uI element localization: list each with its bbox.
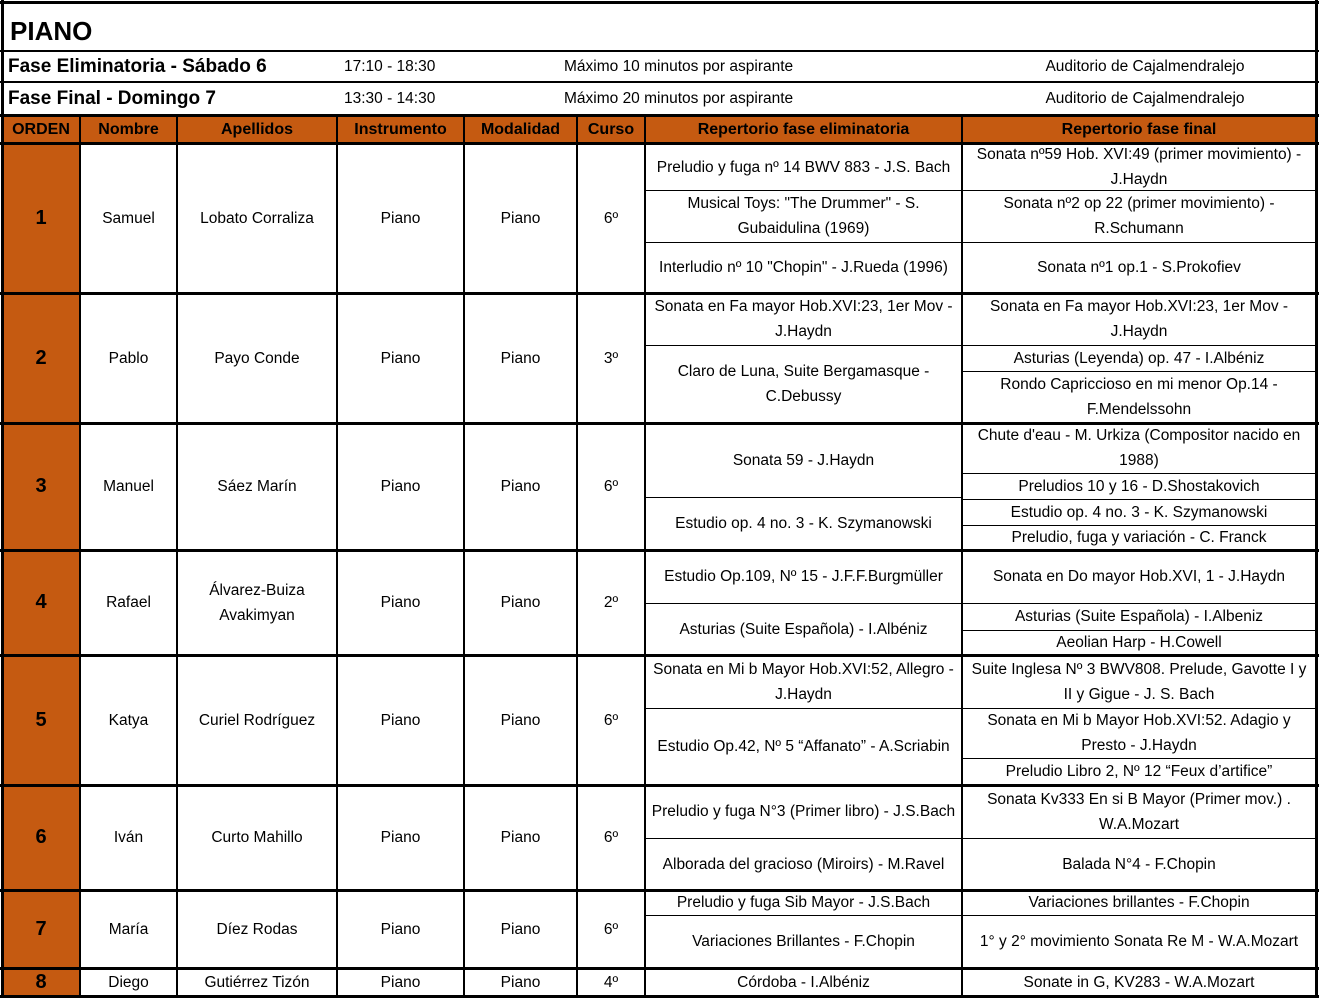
curso-cell: 3º — [603, 349, 619, 367]
orden-cell: 7 — [2, 890, 80, 968]
grid-line — [645, 242, 962, 243]
grid-line — [962, 758, 1316, 759]
final-piece: Preludios 10 y 16 - D.Shostakovich — [1018, 477, 1260, 495]
orden-cell: 8 — [2, 968, 80, 996]
orden-cell: 2 — [2, 293, 80, 423]
orden-cell: 6 — [2, 785, 80, 890]
grid-line — [962, 525, 1316, 526]
phase-limit: Máximo 20 minutos por aspirante — [564, 89, 794, 107]
final-piece: Sonate in G, KV283 - W.A.Mozart — [1023, 973, 1255, 991]
apellidos-cell: Sáez Marín — [217, 478, 297, 495]
instrumento-cell: Piano — [380, 594, 421, 611]
final-piece: Sonata en Fa mayor Hob.XVI:23, 1er Mov - J.Haydn — [989, 298, 1289, 340]
curso-cell: 2º — [603, 594, 619, 611]
column-header: Curso — [577, 116, 645, 142]
final-piece: Aeolian Harp - H.Cowell — [1056, 634, 1222, 651]
final-piece: Asturias (Leyenda) op. 47 - I.Albéniz — [1013, 349, 1265, 367]
grid-line — [962, 473, 1316, 474]
nombre-cell: Samuel — [102, 210, 155, 227]
grid-line — [962, 242, 1316, 243]
nombre-cell: Katya — [108, 711, 149, 729]
grid-line — [645, 497, 962, 498]
grid-line — [0, 114, 1319, 117]
grid-line — [0, 81, 1319, 83]
elim-piece: Córdoba - I.Albéniz — [737, 973, 870, 991]
grid-line — [0, 292, 1319, 295]
final-piece: Sonata nº2 op 22 (primer movimiento) - R.Schumann — [1003, 195, 1275, 237]
final-piece: Suite Inglesa Nº 3 BWV808. Prelude, Gavotte I y II y Gigue - J. S. Bach — [971, 660, 1307, 703]
apellidos-cell: Payo Conde — [214, 349, 300, 367]
column-header: Modalidad — [464, 116, 577, 142]
elim-piece: Musical Toys: "The Drummer" - S. Gubaidulina (1969) — [687, 195, 920, 237]
column-header: Nombre — [80, 116, 177, 142]
phase-time: 13:30 - 14:30 — [344, 89, 436, 107]
nombre-cell: Diego — [108, 973, 149, 991]
apellidos-cell: Álvarez-Buiza Avakimyan — [209, 581, 305, 624]
final-piece: Sonata Kv333 En si B Mayor (Primer mov.) . W.A.Mozart — [987, 790, 1291, 833]
grid-line — [0, 967, 1319, 970]
phase-name: Fase Eliminatoria - Sábado 6 — [8, 56, 267, 77]
final-piece: Preludio Libro 2, Nº 12 “Feux d’artifice” — [1005, 763, 1273, 780]
elim-piece: Interludio nº 10 "Chopin" - J.Rueda (1996) — [659, 259, 948, 276]
column-header: Repertorio fase eliminatoria — [645, 116, 962, 142]
grid-line — [962, 630, 1316, 631]
grid-line — [576, 115, 578, 998]
apellidos-cell: Curto Mahillo — [211, 829, 303, 846]
final-piece: Sonata en Mi b Mayor Hob.XVI:52. Adagio y Presto - J.Haydn — [987, 712, 1291, 754]
instrumento-cell: Piano — [380, 829, 421, 846]
grid-line — [0, 142, 1319, 145]
final-piece: Chute d'eau - M. Urkiza (Compositor nacido en 1988) — [977, 427, 1301, 469]
modalidad-cell: Piano — [500, 594, 541, 611]
elim-piece: Alborada del gracioso (Miroirs) - M.Ravel — [662, 855, 945, 873]
final-piece: Sonata nº59 Hob. XVI:49 (primer movimiento) - J.Haydn — [976, 146, 1302, 188]
nombre-cell: Pablo — [108, 349, 149, 367]
nombre-cell: Iván — [113, 829, 144, 846]
nombre-cell: Manuel — [103, 478, 154, 495]
phase-venue: Auditorio de Cajalmendralejo — [1045, 89, 1245, 107]
apellidos-cell: Lobato Corraliza — [200, 210, 314, 227]
grid-line — [961, 115, 963, 998]
column-header: Apellidos — [177, 116, 337, 142]
curso-cell: 4º — [603, 973, 619, 991]
grid-line — [1315, 0, 1318, 998]
grid-line — [0, 889, 1319, 892]
apellidos-cell: Gutiérrez Tizón — [204, 973, 310, 991]
elim-piece: Estudio Op.42, Nº 5 “Affanato” - A.Scriabin — [657, 738, 950, 755]
grid-line — [0, 654, 1319, 657]
final-piece: Sonata nº1 op.1 - S.Prokofiev — [1037, 259, 1241, 276]
elim-piece: Asturias (Suite Española) - I.Albéniz — [679, 620, 928, 638]
grid-line — [0, 784, 1319, 787]
curso-cell: 6º — [603, 829, 619, 846]
elim-piece: Claro de Luna, Suite Bergamasque - C.Debussy — [677, 363, 930, 405]
instrumento-cell: Piano — [380, 349, 421, 367]
elim-piece: Estudio Op.109, Nº 15 - J.F.F.Burgmüller — [664, 568, 943, 585]
page-title: PIANO — [10, 15, 93, 46]
phase-limit: Máximo 10 minutos por aspirante — [564, 58, 794, 75]
column-header: Repertorio fase final — [962, 116, 1316, 142]
nombre-cell: María — [108, 920, 149, 938]
elim-piece: Preludio y fuga Sib Mayor - J.S.Bach — [676, 894, 931, 911]
phase-name: Fase Final - Domingo 7 — [8, 87, 216, 109]
grid-line — [645, 838, 962, 839]
grid-line — [0, 50, 1319, 52]
curso-cell: 6º — [603, 478, 619, 495]
modalidad-cell: Piano — [500, 478, 541, 495]
grid-line — [1, 0, 4, 998]
grid-line — [645, 603, 962, 604]
curso-cell: 6º — [603, 210, 619, 227]
grid-line — [962, 371, 1316, 372]
grid-line — [962, 838, 1316, 839]
elim-piece: Sonata en Mi b Mayor Hob.XVI:52, Allegro - J.Haydn — [653, 660, 954, 703]
grid-line — [645, 190, 962, 191]
final-piece: Estudio op. 4 no. 3 - K. Szymanowski — [1010, 503, 1268, 521]
instrumento-cell: Piano — [380, 973, 421, 991]
grid-line — [644, 115, 646, 998]
elim-piece: Sonata 59 - J.Haydn — [732, 451, 875, 469]
elim-piece: Preludio y fuga nº 14 BWV 883 - J.S. Bach — [656, 158, 951, 176]
grid-line — [0, 422, 1319, 425]
modalidad-cell: Piano — [500, 829, 541, 846]
grid-line — [962, 499, 1316, 500]
grid-line — [962, 708, 1316, 709]
modalidad-cell: Piano — [500, 349, 541, 367]
modalidad-cell: Piano — [500, 711, 541, 729]
curso-cell: 6º — [603, 920, 619, 938]
grid-line — [645, 345, 962, 346]
curso-cell: 6º — [603, 711, 619, 729]
orden-cell: 1 — [2, 144, 80, 293]
modalidad-cell: Piano — [500, 920, 541, 938]
modalidad-cell: Piano — [500, 210, 541, 227]
orden-cell: 5 — [2, 655, 80, 785]
phase-venue: Auditorio de Cajalmendralejo — [1045, 58, 1245, 75]
apellidos-cell: Díez Rodas — [216, 920, 298, 938]
final-piece: Rondo Capriccioso en mi menor Op.14 - F.Mendelssohn — [1000, 376, 1278, 418]
grid-line — [962, 345, 1316, 346]
orden-cell: 3 — [2, 423, 80, 550]
column-header: Instrumento — [337, 116, 464, 142]
elim-piece: Variaciones Brillantes - F.Chopin — [692, 933, 915, 950]
final-piece: Variaciones brillantes - F.Chopin — [1028, 894, 1250, 911]
final-piece: Balada N°4 - F.Chopin — [1062, 855, 1216, 873]
instrumento-cell: Piano — [380, 920, 421, 938]
grid-line — [962, 190, 1316, 191]
instrumento-cell: Piano — [380, 478, 421, 495]
grid-line — [962, 603, 1316, 604]
instrumento-cell: Piano — [380, 711, 421, 729]
nombre-cell: Rafael — [106, 594, 151, 611]
grid-line — [645, 708, 962, 709]
modalidad-cell: Piano — [500, 973, 541, 991]
grid-line — [463, 115, 465, 998]
final-piece: 1° y 2° movimiento Sonata Re M - W.A.Mozart — [979, 933, 1299, 950]
grid-line — [176, 115, 178, 998]
phase-time: 17:10 - 18:30 — [344, 58, 436, 75]
grid-line — [962, 915, 1316, 916]
final-piece: Asturias (Suite Española) - I.Albeniz — [1014, 608, 1264, 625]
elim-piece: Sonata en Fa mayor Hob.XVI:23, 1er Mov - J.Haydn — [654, 298, 953, 340]
apellidos-cell: Curiel Rodríguez — [198, 711, 316, 729]
column-header: ORDEN — [2, 116, 80, 142]
grid-line — [0, 1, 1319, 4]
final-piece: Preludio, fuga y variación - C. Franck — [1011, 529, 1267, 546]
elim-piece: Preludio y fuga N°3 (Primer libro) - J.S.Bach — [651, 803, 956, 820]
grid-line — [79, 115, 81, 998]
final-piece: Sonata en Do mayor Hob.XVI, 1 - J.Haydn — [992, 568, 1286, 585]
grid-line — [336, 115, 338, 998]
grid-line — [0, 549, 1319, 552]
grid-line — [645, 915, 962, 916]
elim-piece: Estudio op. 4 no. 3 - K. Szymanowski — [675, 515, 932, 532]
instrumento-cell: Piano — [380, 210, 421, 227]
orden-cell: 4 — [2, 550, 80, 655]
